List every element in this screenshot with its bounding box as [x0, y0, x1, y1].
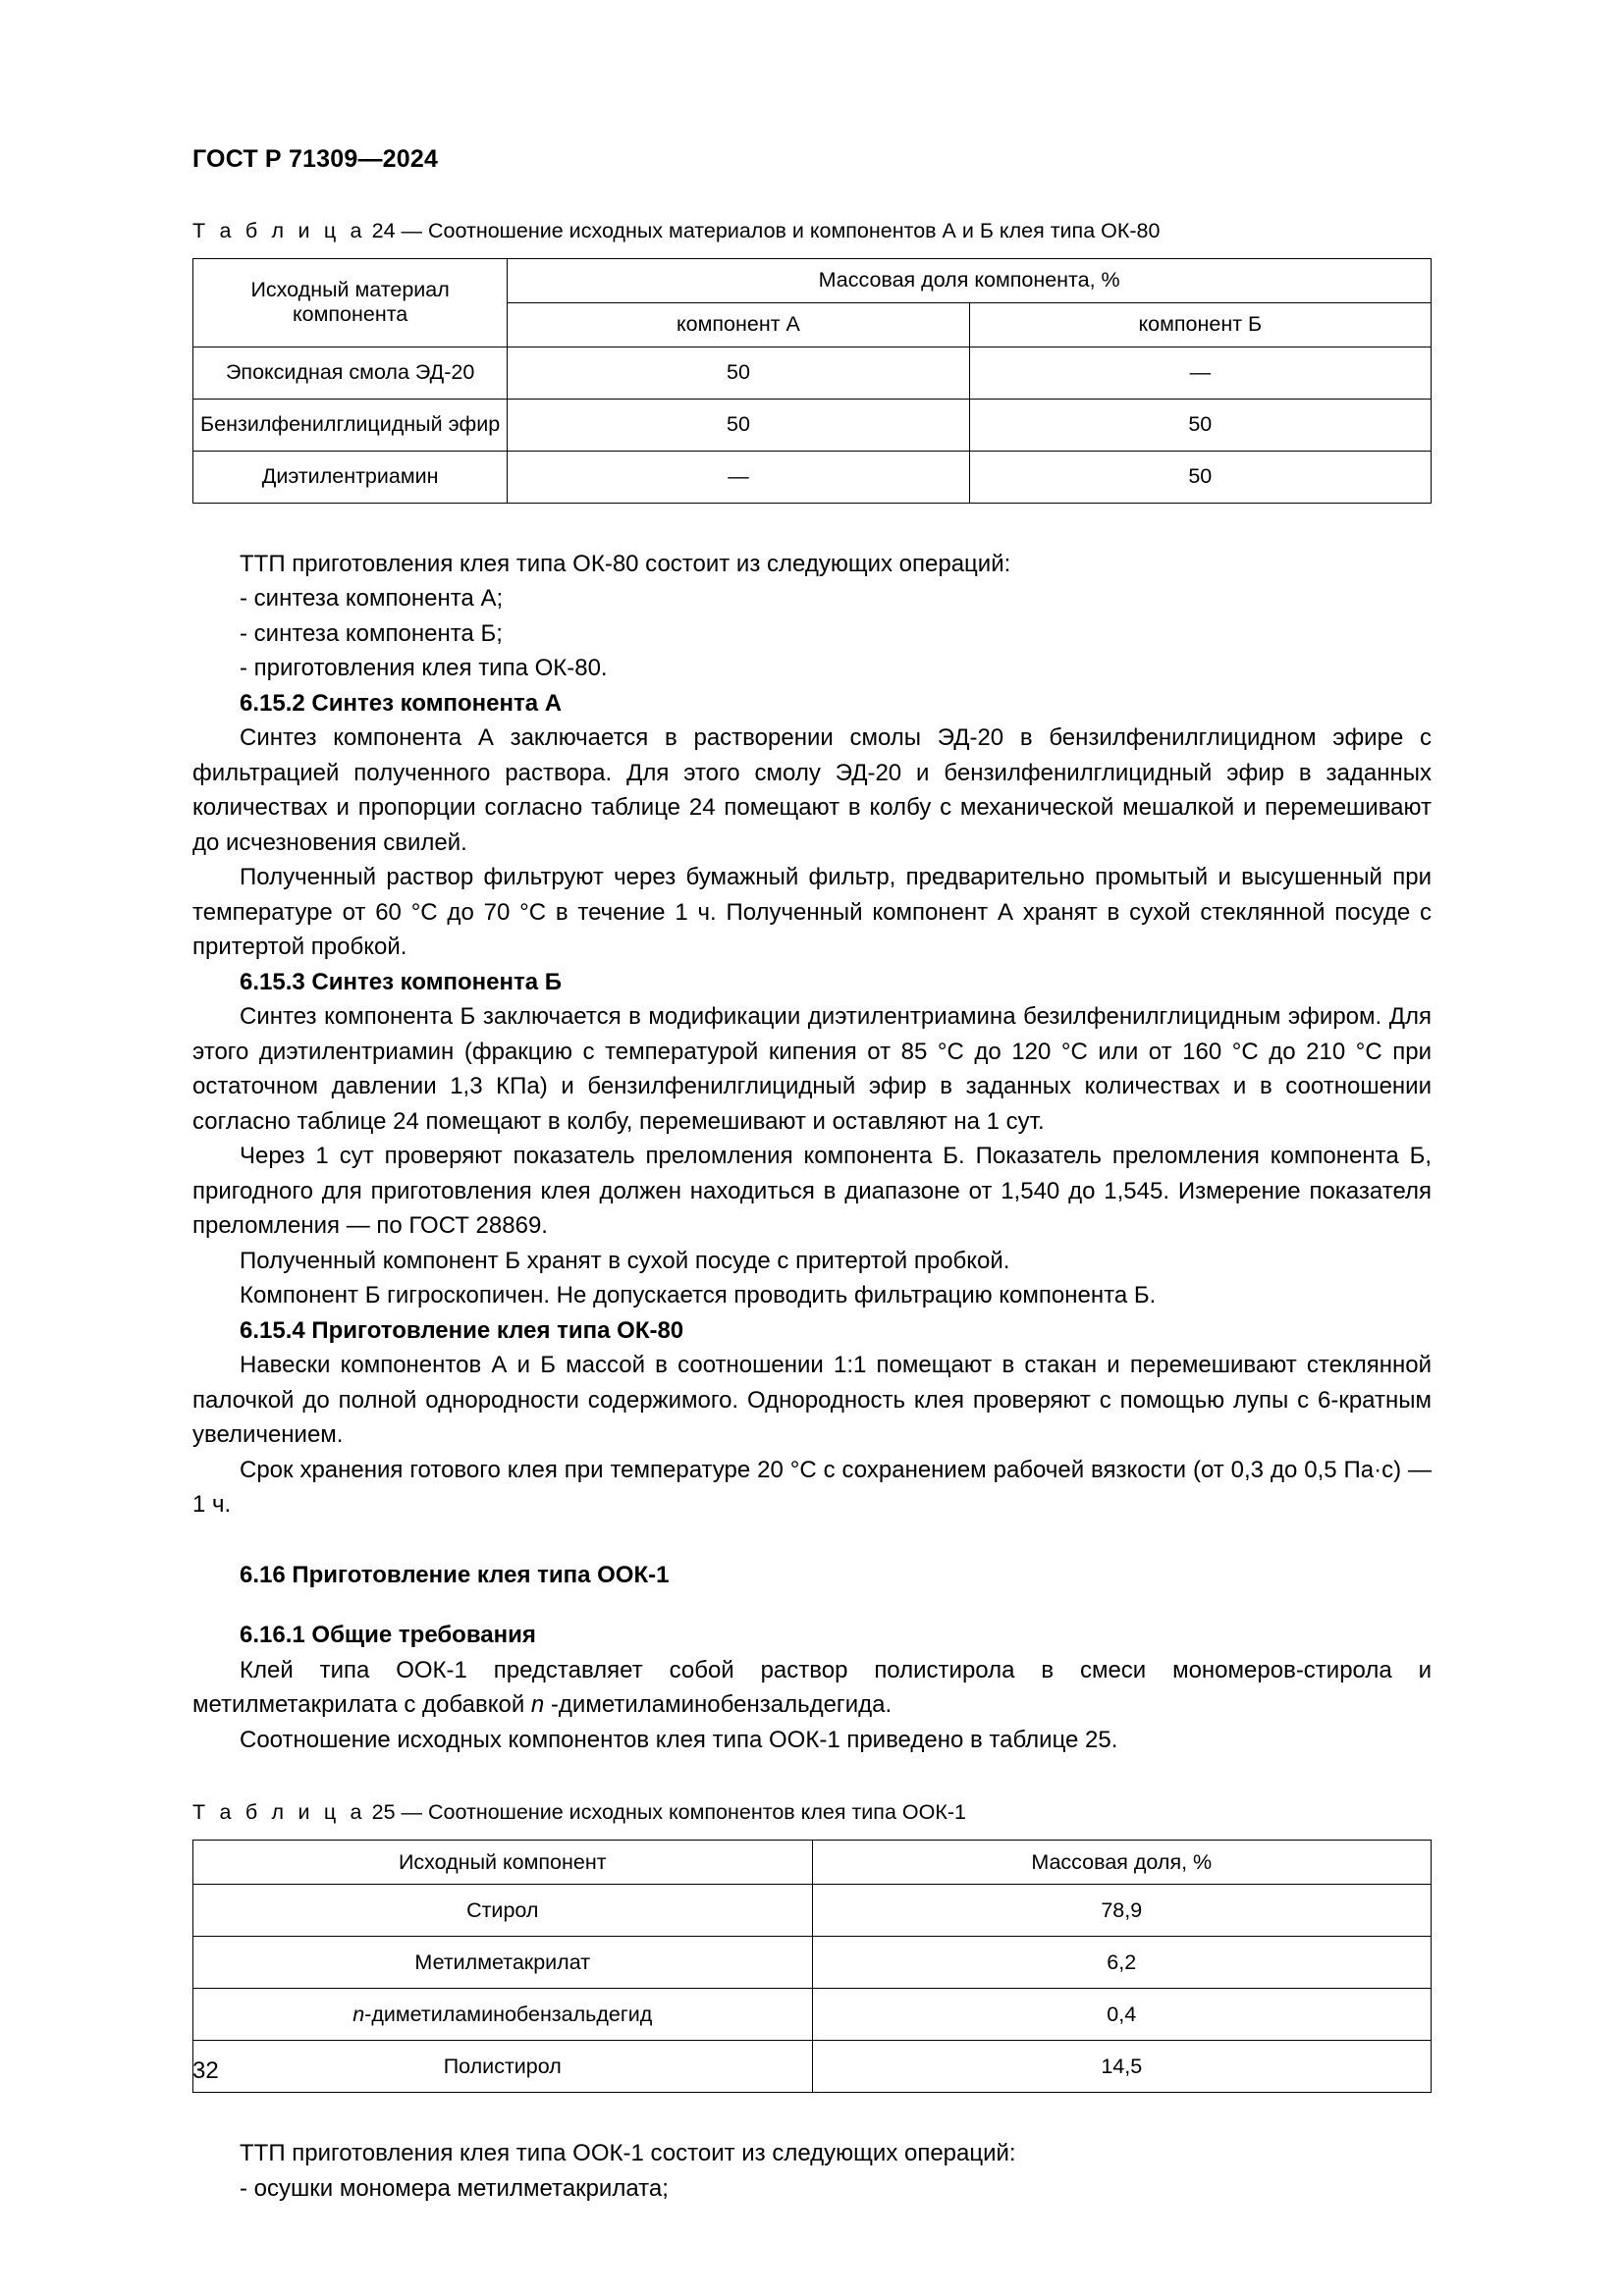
table-row	[193, 347, 1432, 399]
paragraph-6-15-4-1: Навески компонентов А и Б массой в соотношении 1:1 помещают в стакан и перемешивают стеклянной палочкой до полной однородности содержимого. Однородность клея проверяют с помощью лупы с 6-кратным увеличением.	[192, 1352, 1432, 1449]
table-25-cell-component: Стирол	[193, 1885, 813, 1937]
table-24-cell-material: Диэтилентриамин	[193, 451, 508, 503]
heading-6-16: 6.16 Приготовление клея типа ООК-1	[240, 1561, 670, 1588]
table-25-caption	[192, 1800, 1432, 1826]
table-row	[193, 2041, 1432, 2093]
table-24-caption-text: 24 — Соотношение исходных материалов и компонентов А и Б клея типа ОК-80	[371, 219, 1161, 242]
table-24-cell-a: 50	[508, 347, 969, 399]
table-24-caption	[192, 219, 1432, 244]
heading-6-15-4: 6.15.4 Приготовление клея типа ОК-80	[240, 1316, 684, 1344]
paragraph-6-16-1-2: Соотношение исходных компонентов клея типа ООК-1 приведено в таблице 25.	[240, 1726, 1118, 1753]
paragraph-ttp-ook1-intro: ТТП приготовления клея типа ООК-1 состоит из следующих операций:	[240, 2140, 1016, 2167]
table-row	[193, 1885, 1432, 1937]
table-24-cell-b: 50	[969, 399, 1431, 451]
table-row	[193, 1989, 1432, 2041]
page-number: 32	[192, 2057, 219, 2084]
table-24-caption-word: Т а б л и ц а	[192, 219, 366, 242]
table-24-header-group: Массовая доля компонента, %	[508, 258, 1432, 302]
heading-6-15-3: 6.15.3 Синтез компонента Б	[240, 968, 562, 995]
table-24-cell-b: —	[969, 347, 1431, 399]
table-24-cell-material: Эпоксидная смола ЭД-20	[193, 347, 508, 399]
list-item: - синтеза компонента Б;	[240, 619, 503, 647]
table-25-header-component: Исходный компонент	[193, 1841, 813, 1885]
heading-6-15-2: 6.15.2 Синтез компонента А	[240, 689, 563, 717]
table-25-header-row	[193, 1841, 1432, 1885]
table-25-cell-component-text: -диметиламинобензальдегид	[364, 2002, 653, 2026]
table-25-cell-component: Метилметакрилат	[193, 1937, 813, 1989]
list-item: - приготовления клея типа ОК-80.	[240, 655, 608, 682]
table-row	[193, 399, 1432, 451]
table-25-cell-share: 6,2	[812, 1937, 1432, 1989]
table-25-cell-share: 14,5	[812, 2041, 1432, 2093]
paragraph-6-15-3-3: Полученный компонент Б хранят в сухой посуде с притертой пробкой.	[240, 1247, 1010, 1274]
table-25-cell-component	[193, 1989, 813, 2041]
paragraph-6-15-3-4: Компонент Б гигроскопичен. Не допускается проводить фильтрацию компонента Б.	[240, 1282, 1157, 1309]
table-24-header-row-1	[193, 258, 1432, 302]
paragraph-6-16-1-1-italic: n	[530, 1691, 545, 1719]
table-24-header-component-b: компонент Б	[969, 302, 1431, 347]
spacer	[192, 1757, 1432, 1800]
paragraph-6-15-3-2: Через 1 сут проверяют показатель преломления компонента Б. Показатель преломления компонента Б, пригодного для приготовления клея должен находиться в диапазоне от 1,540 до 1,545. Измерение показателя преломления — по ГОСТ 28869.	[192, 1143, 1432, 1240]
table-25-cell-share: 78,9	[812, 1885, 1432, 1937]
table-24-cell-b: 50	[969, 451, 1431, 503]
table-24-cell-material: Бензилфенилглицидный эфир	[193, 399, 508, 451]
table-24-header-component-a: компонент А	[508, 302, 969, 347]
heading-6-16-1: 6.16.1 Общие требования	[240, 1622, 536, 1649]
spacer	[192, 1592, 1432, 1618]
table-25-cell-component: Полистирол	[193, 2041, 813, 2093]
table-25-cell-share: 0,4	[812, 1989, 1432, 2041]
table-25-header-share: Массовая доля, %	[812, 1841, 1432, 1885]
table-row	[193, 1937, 1432, 1989]
table-25-caption-text: 25 — Соотношение исходных компонентов клея типа ООК-1	[371, 1800, 966, 1825]
paragraph-ttp-ok80-intro: ТТП приготовления клея типа ОК-80 состоит из следующих операций:	[240, 550, 1011, 577]
table-25-cell-component-italic: n	[352, 2002, 365, 2026]
table-25	[192, 1840, 1432, 2093]
paragraph-6-16-1-1-part1: Клей типа ООК-1 представляет собой раствор полистирола в смеси мономеров-стирола и метилметакрилата с добавкой	[192, 1656, 1432, 1719]
list-item: - осушки мономера метилметакрилата;	[240, 2174, 669, 2202]
paragraph-6-15-4-2: Срок хранения готового клея при температуре 20 °C с сохранением рабочей вязкости (от 0,3 до 0,5 Па·с) — 1 ч.	[192, 1456, 1432, 1519]
table-25-caption-word: Т а б л и ц а	[192, 1800, 366, 1825]
table-row	[193, 451, 1432, 503]
document-header: ГОСТ Р 71309—2024	[192, 145, 439, 173]
paragraph-6-15-3-1: Синтез компонента Б заключается в модификации диэтилентриамина безилфенилглицидным эфиром. Для этого диэтилентриамин (фракцию с температурой кипения от 85 °C до 120 °C или от 160 °C до 210 °C при остаточном давлении 1,3 КПа) и бензилфенилглицидный эфир в заданных количествах и в соотношении согласно таблице 24 помещают в колбу, перемешивают и оставляют на 1 сут.	[192, 1003, 1432, 1135]
table-24-cell-a: —	[508, 451, 969, 503]
page-content	[192, 147, 1432, 2206]
list-item: - синтеза компонента А;	[240, 585, 504, 613]
paragraph-6-15-2-2: Полученный раствор фильтруют через бумажный фильтр, предварительно промытый и высушенный при температуре от 60 °C до 70 °C в течение 1 ч. Полученный компонент А хранят в сухой стеклянной посуде с притертой пробкой.	[192, 864, 1432, 961]
paragraph-6-15-2-1: Синтез компонента А заключается в растворении смолы ЭД-20 в бензилфенилглицидном эфире с фильтрацией полученного раствора. Для этого смолу ЭД-20 и бензилфенилглицидный эфир в заданных количествах и пропорции согласно таблице 24 помещают в колбу с механической мешалкой и перемешивают до исчезновения свилей.	[192, 724, 1432, 856]
spacer	[192, 1522, 1432, 1558]
paragraph-6-16-1-1	[192, 1653, 1432, 1723]
table-24	[192, 258, 1432, 504]
table-24-header-material: Исходный материал компонента	[193, 258, 508, 347]
table-24-cell-a: 50	[508, 399, 969, 451]
paragraph-6-16-1-1-part2: -диметиламинобензальдегида.	[544, 1691, 893, 1719]
